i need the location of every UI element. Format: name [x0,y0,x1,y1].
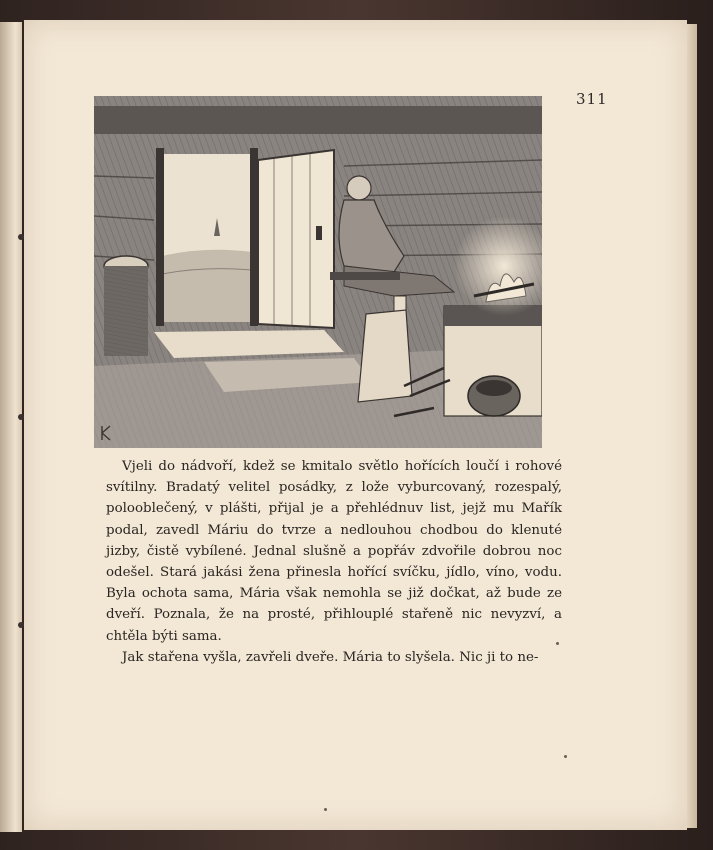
page-stack-edge [687,24,697,828]
body-text [106,456,562,668]
stump [358,310,412,402]
previous-page-edge [0,22,22,832]
pencil-illustration [94,96,542,448]
paper-speck [564,755,567,758]
paper-speck [556,642,559,645]
page-number: 311 [576,90,608,108]
book-page [24,20,687,830]
paper-speck [324,808,327,811]
open-door [258,150,334,328]
paragraph: Vjeli do nádvoří, kdež se kmitalo světlo hořících loučí i rohové svítilny. Bradatý velitel posádky, z lože vyburcovaný, rozespalý, polooblečený, v plášti, přijal je a přehlédnuv list, jejž mu Mařík podal, zavedl Máriu do tvrze a nedlouhou chodbou do klenuté jizby, čistě vybílené. Jednal slušně a popřáv zdvořile dobrou noc odešel. Stará jakási žena přinesla hořící svíčku, jídlo, víno, vodu. Byla ochota sama, Mária však nemohla se již dočkat, až bude ze dveří. Poznala, že na prosté, přihlouplé stařeně nic nevyzví, a chtěla býti sama. [106,459,562,644]
paragraph: Jak stařena vyšla, zavřeli dveře. Mária to slyšela. Nic ji to ne- [122,649,539,665]
